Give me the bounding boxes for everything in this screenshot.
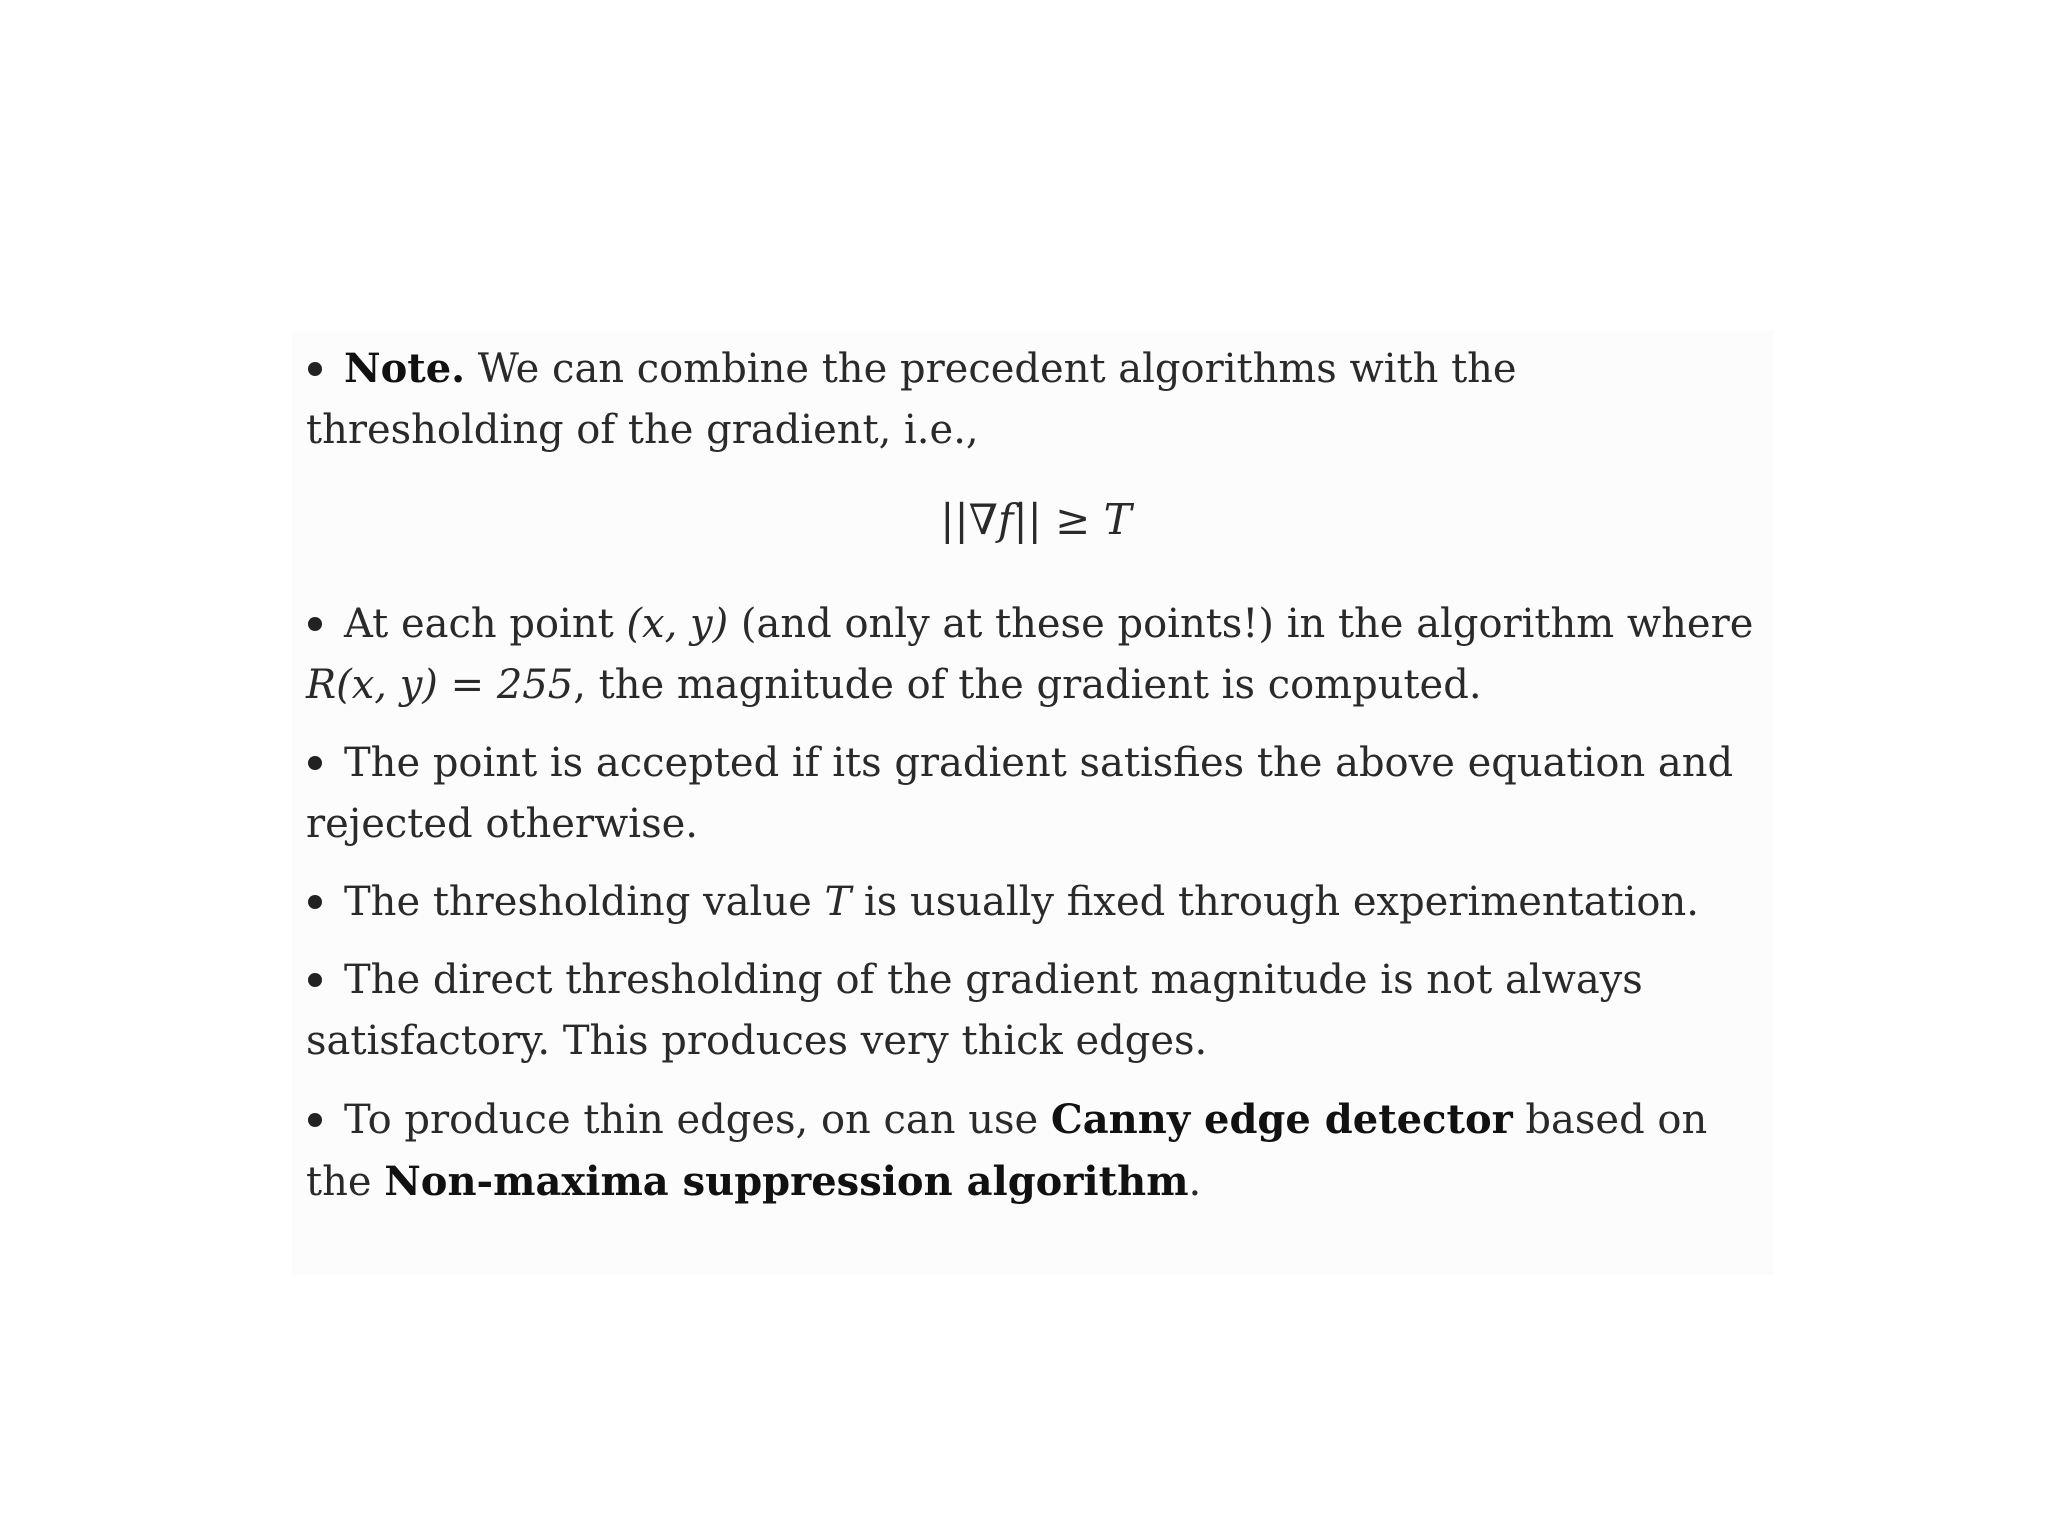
threshold-math: T bbox=[824, 879, 852, 925]
bullet-icon bbox=[308, 756, 322, 770]
canny-term: Canny edge detector bbox=[1050, 1096, 1513, 1143]
threshold-equation bbox=[306, 489, 1766, 550]
threshold-value-paragraph bbox=[306, 872, 1766, 933]
note-label: Note. bbox=[344, 345, 466, 392]
paragraph-text: , the magnitude of the gradient is computed. bbox=[573, 662, 1482, 708]
acceptance-paragraph bbox=[306, 733, 1766, 855]
paragraph-text: The point is accepted if its gradient satisfies the above equation and rejected otherwise. bbox=[306, 740, 1734, 847]
thick-edges-paragraph bbox=[306, 950, 1766, 1072]
canny-paragraph bbox=[306, 1089, 1766, 1213]
slide-content bbox=[306, 330, 1766, 1213]
equation-text: ||∇f|| ≥ T bbox=[940, 495, 1132, 544]
non-maxima-term: Non-maxima suppression algorithm bbox=[384, 1158, 1189, 1205]
note-text: We can combine the precedent algorithms with the thresholding of the gradient, i.e., bbox=[306, 346, 1517, 453]
paragraph-text: The direct thresholding of the gradient magnitude is not always satisfactory. This produces very thick edges. bbox=[306, 957, 1643, 1064]
gradient-computation-paragraph bbox=[306, 594, 1766, 716]
paragraph-text: is usually fixed through experimentation. bbox=[851, 879, 1699, 925]
paragraph-text: To produce thin edges, on can use bbox=[344, 1097, 1051, 1143]
point-math: (x, y) bbox=[626, 601, 729, 647]
slide bbox=[292, 330, 1774, 1275]
paragraph-text: . bbox=[1188, 1159, 1202, 1205]
condition-math: R(x, y) = 255 bbox=[306, 662, 574, 708]
bullet-icon bbox=[308, 617, 322, 631]
bullet-icon bbox=[308, 1113, 322, 1127]
paragraph-text: based on the bbox=[306, 1097, 1708, 1205]
paragraph-text: At each point bbox=[344, 601, 627, 647]
note-paragraph bbox=[306, 338, 1766, 461]
bullet-icon bbox=[308, 362, 322, 376]
paragraph-text: (and only at these points!) in the algorithm where bbox=[728, 601, 1754, 647]
bullet-icon bbox=[308, 895, 322, 909]
bullet-icon bbox=[308, 973, 322, 987]
paragraph-text: The thresholding value bbox=[344, 879, 825, 925]
